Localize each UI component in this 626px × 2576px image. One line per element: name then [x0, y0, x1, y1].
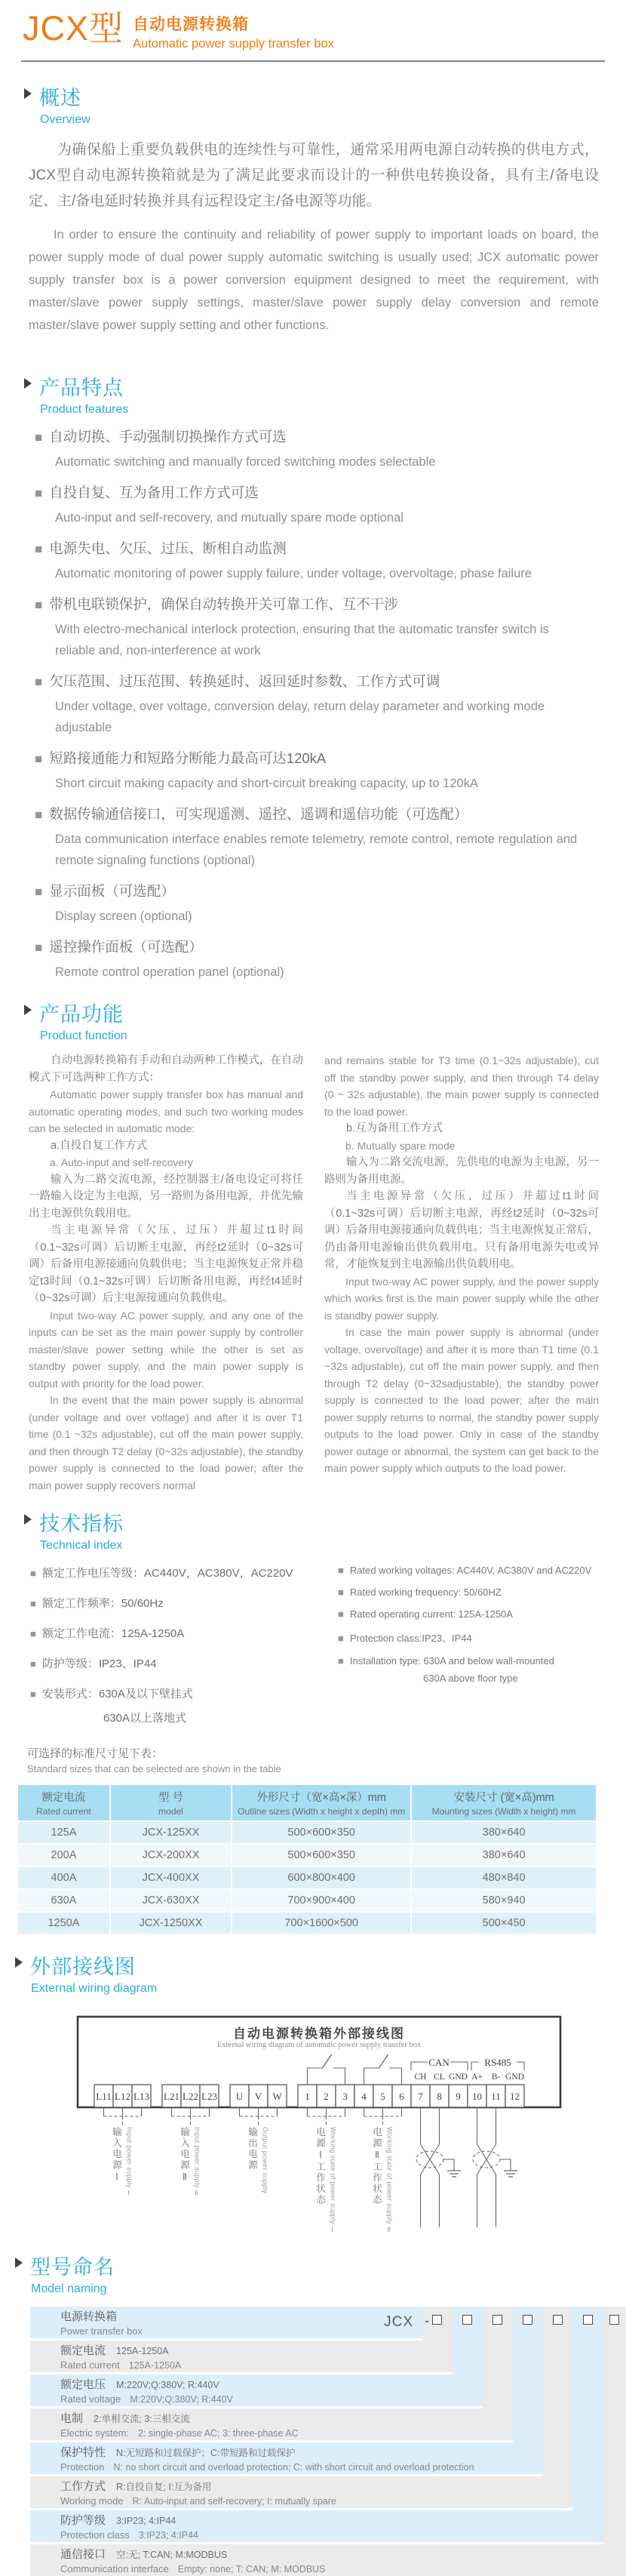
table-cell: 700×900×400	[232, 1889, 411, 1912]
features-heading	[24, 371, 603, 401]
wiring-group-label-cn: 电源Ⅰ工作状态	[315, 2127, 326, 2205]
svg-text:L13: L13	[133, 2091, 149, 2102]
table-cell: JCX-200XX	[110, 1844, 232, 1867]
triangle-bullet-icon	[24, 1514, 32, 1525]
naming-heading-en: Model naming	[31, 2282, 107, 2295]
square-bullet-icon: ■	[35, 940, 43, 955]
naming-code-box	[609, 2315, 619, 2325]
feature-text-en: Auto-input and self-recovery, and mutually spare mode optional	[55, 511, 404, 525]
feature-text-cn: 短路接通能力和短路分断能力最高可达120kA	[49, 750, 327, 766]
function-paragraph: In case the main power supply is abnormal (under voltage, overvoltage) and after it is more than T1 time (0.1 ~32s adjustable), cut off the main power supply, and then through T2 delay (0~32sadjustable), the standby power supply is connected to the load power; after the main power supply returns to normal, the standby power supply outputs to the load power. Only in case of the standby power outage or abnormal, the system can get back to the main power supply which outputs to the load power.	[324, 1326, 599, 1474]
feature-text-cn: 自投自复、互为备用工作方式可选	[49, 485, 259, 500]
feature-text-en: Remote control operation panel (optional)	[55, 965, 284, 979]
naming-label-cn: 额定电流	[60, 2344, 106, 2357]
naming-label-cn: 防护等级	[60, 2514, 106, 2527]
naming-desc-en: M:220V;Q:380V; R:440V	[130, 2394, 233, 2405]
svg-text:U: U	[235, 2091, 244, 2102]
column-header	[232, 1784, 411, 1821]
technical-columns	[30, 1565, 603, 1739]
square-bullet-icon: ■	[35, 675, 43, 689]
feature-text-cn: 遥控操作面板（可选配）	[49, 939, 203, 955]
svg-text:L22: L22	[183, 2091, 198, 2102]
naming-desc-en: N: no short circuit and overload protection; C: with short circuit and overload protection	[113, 2462, 474, 2473]
naming-step-strip	[513, 2307, 543, 2442]
technical-item-text: 额定工作电压等级：AC440V，AC380V，AC220V	[41, 1567, 293, 1580]
column-header-cn: 外形尺寸（宽×高×深）mm	[256, 1792, 386, 1804]
section-technical	[24, 1507, 603, 1935]
column-header	[110, 1784, 232, 1821]
function-paragraph: a.自投自复工作方式	[51, 1139, 148, 1152]
function-paragraph: 当主电源异常（欠压、过压）并超过t1时间（0.1~32s可调）后切断主电源，再经t2延时（0~32s可调）后备用电源接通向负载供电；当主电源恢复正常后，仍由备用电源输出供负载用电。只有备用电源失电或异常，才能恢复到主电源输出供负载用电。	[324, 1190, 599, 1270]
table-cell: 125A	[17, 1821, 110, 1844]
function-paragraph: a. Auto-input and self-recovery	[50, 1156, 193, 1168]
feature-text-en: Data communication interface enables remote telemetry, remote control, remote regulation and remote signaling functions (optional)	[55, 833, 578, 867]
technical-item-subtext: 630A above floor type	[423, 1673, 518, 1684]
feature-text-en: Display screen (optional)	[55, 909, 192, 923]
naming-row-line1	[60, 2376, 483, 2392]
square-bullet-icon: ■	[35, 885, 43, 899]
square-bullet-icon: ■	[35, 542, 43, 556]
naming-desc-en: Empty: none; T: CAN; M: MODBUS	[177, 2564, 326, 2574]
table-row	[17, 1889, 597, 1912]
table-cell: 500×450	[411, 1912, 597, 1934]
feature-text-cn: 带机电联锁保护，确保自动转换开关可靠工作、互不干涉	[49, 596, 398, 612]
table-cell: 580×940	[411, 1889, 597, 1912]
square-bullet-icon: ■	[30, 1598, 36, 1609]
naming-label-cn: 额定电压	[60, 2378, 106, 2391]
wiring-group-label-en: Output power supply	[261, 2127, 269, 2194]
naming-code-box	[493, 2315, 502, 2325]
naming-code-box	[553, 2315, 563, 2325]
technical-heading	[24, 1507, 603, 1537]
technical-item	[30, 1685, 338, 1701]
naming-row-line2	[60, 2461, 543, 2474]
square-bullet-icon: ■	[35, 598, 43, 612]
wiring-group-label	[178, 2127, 201, 2240]
naming-row-line2	[60, 2494, 573, 2508]
table-header-row	[17, 1784, 597, 1821]
naming-row	[30, 2510, 603, 2542]
table-cell: 380×640	[411, 1844, 597, 1867]
technical-item	[338, 1630, 603, 1645]
function-column-right	[324, 1052, 599, 1494]
naming-desc-en: R: Auto-input and self-recovery; I: mutually spare	[132, 2496, 336, 2507]
naming-label-en: Protection	[60, 2461, 105, 2473]
svg-text:RS485: RS485	[484, 2057, 511, 2068]
table-row	[17, 1821, 597, 1844]
table-cell: 630A	[17, 1889, 110, 1912]
feature-item-cn	[35, 482, 603, 502]
features-heading-cn: 产品特点	[39, 377, 124, 399]
feature-item-cn	[35, 426, 603, 446]
section-wiring	[15, 1950, 603, 2240]
feature-item-cn	[35, 937, 603, 956]
svg-text:10: 10	[472, 2091, 482, 2102]
wiring-heading-cn: 外部接线图	[30, 1956, 136, 1978]
feature-item-cn	[35, 538, 603, 558]
naming-dash: -	[425, 2313, 430, 2329]
wiring-diagram	[30, 2012, 626, 2240]
triangle-bullet-icon	[24, 378, 32, 389]
technical-heading-en: Technical index	[40, 1539, 123, 1552]
feature-text-en: With electro-mechanical interlock protection, ensuring that the automatic transfer switch is reliable and, non-interference at work	[55, 623, 549, 657]
naming-step-strip	[573, 2307, 603, 2510]
table-cell: 480×840	[411, 1867, 597, 1889]
svg-text:8: 8	[437, 2091, 442, 2102]
square-bullet-icon: ■	[338, 1655, 344, 1667]
wiring-diagram-title-en: External wiring diagram of automatic power supply transfer box	[216, 2041, 422, 2049]
column-header-en: Outline sizes (Width x height x depth) mm	[238, 1806, 406, 1817]
product-title-cn: 自动电源转换箱	[133, 16, 250, 33]
feature-text-en: Under voltage, over voltage, conversion delay, return delay parameter and working mode adjustable	[55, 700, 545, 734]
triangle-bullet-icon	[15, 1957, 23, 1968]
naming-label-en: Rated current	[60, 2359, 120, 2371]
technical-item	[30, 1595, 338, 1611]
naming-desc-cn: R:自投自复; I:互为备用	[116, 2482, 212, 2492]
technical-item-text: Installation type: 630A and below wall-mounted	[349, 1655, 554, 1667]
feature-text-cn: 显示面板（可选配）	[49, 883, 175, 899]
sizes-note-en: Standard sizes that can be selected are shown in the table	[27, 1763, 281, 1774]
svg-text:GND: GND	[449, 2073, 468, 2082]
model-naming-diagram	[30, 2307, 626, 2576]
square-bullet-icon: ■	[338, 1633, 344, 1644]
naming-row	[30, 2307, 422, 2338]
naming-desc-en: 125A-1250A	[128, 2360, 182, 2371]
section-overview	[24, 82, 603, 337]
feature-text-en: Automatic switching and manually forced switching modes selectable	[55, 455, 436, 469]
square-bullet-icon: ■	[30, 1628, 36, 1639]
naming-row	[30, 2374, 483, 2406]
technical-item-text: Protection class:IP23、IP44	[349, 1633, 472, 1644]
technical-item-text: Rated operating current: 125A-1250A	[349, 1608, 513, 1620]
technical-item-text: 额定工作电流：125A-1250A	[41, 1627, 185, 1640]
svg-text:L12: L12	[115, 2091, 130, 2102]
sizes-note-cn: 可选择的标准尺寸见下表：	[27, 1747, 164, 1760]
square-bullet-icon: ■	[35, 430, 43, 445]
naming-desc-cn: 2:单相交流; 3:三相交流	[94, 2414, 190, 2424]
square-bullet-icon: ■	[35, 752, 43, 766]
table-cell: JCX-630XX	[110, 1889, 232, 1912]
feature-text-cn: 电源失电、欠压、过压、断相自动监测	[49, 540, 287, 556]
technical-heading-cn: 技术指标	[39, 1513, 124, 1535]
square-bullet-icon: ■	[30, 1658, 36, 1670]
table-row	[17, 1867, 597, 1889]
svg-text:CH: CH	[414, 2073, 427, 2082]
technical-item	[338, 1587, 603, 1598]
svg-text:6: 6	[399, 2091, 404, 2102]
naming-desc-cn: M:220V;Q:380V; R:440V	[116, 2380, 219, 2390]
naming-label-cn: 通信接口	[60, 2548, 106, 2561]
naming-row-line1	[60, 2308, 422, 2324]
svg-text:2: 2	[324, 2091, 329, 2102]
features-heading-en: Product features	[40, 403, 129, 416]
naming-code-box	[583, 2315, 593, 2325]
table-cell: 400A	[17, 1867, 110, 1889]
function-column-left	[29, 1052, 303, 1494]
function-heading-en: Product function	[40, 1029, 127, 1042]
table-cell: 600×800×400	[232, 1867, 411, 1889]
svg-text:5: 5	[380, 2091, 385, 2102]
naming-row-line2	[60, 2562, 626, 2576]
naming-row-line1	[60, 2512, 603, 2528]
svg-text:CL: CL	[434, 2073, 445, 2082]
table-cell: 200A	[17, 1844, 110, 1867]
square-bullet-icon: ■	[35, 486, 43, 500]
wiring-group-label-en: Working state of power supply Ⅰ	[329, 2127, 337, 2235]
naming-label-en: Power transfer box	[60, 2325, 143, 2337]
function-heading	[24, 998, 603, 1027]
feature-item-cn	[35, 748, 603, 768]
wiring-group-label-en: Input power supply Ⅱ	[193, 2127, 201, 2199]
function-columns	[29, 1052, 599, 1494]
svg-text:A+: A+	[471, 2073, 483, 2082]
svg-text:L21: L21	[164, 2091, 180, 2102]
overview-heading-en: Overview	[40, 113, 91, 126]
column-header-cn: 安装尺寸 (宽×高)mm	[453, 1792, 554, 1804]
naming-row-line1	[60, 2410, 513, 2426]
svg-text:GND: GND	[505, 2073, 524, 2082]
naming-label-en: Working mode	[60, 2495, 124, 2507]
naming-row-line2	[60, 2359, 453, 2372]
function-paragraph: b. Mutually spare mode	[345, 1139, 456, 1152]
column-header	[17, 1784, 110, 1821]
naming-label-cn: 工作方式	[60, 2480, 106, 2493]
function-paragraph: Automatic power supply transfer box has manual and automatic operating modes, and such two working modes can be selected in automatic mode:	[29, 1088, 303, 1134]
overview-paragraph-en: In order to ensure the continuity and reliability of power supply to important loads on board, the power supply mode of dual power supply automatic switching is usually used; JCX automatic power supply transfer box is a power conversion equipment designed to meet the requirement, with master/slave power supply settings, master/slave power supply delay conversion and remote master/slave power supply setting and other functions.	[29, 228, 599, 332]
technical-item	[338, 1655, 603, 1667]
triangle-bullet-icon	[24, 1005, 32, 1015]
svg-text:9: 9	[456, 2091, 461, 2102]
technical-column-en	[338, 1565, 603, 1739]
svg-text:L23: L23	[201, 2091, 217, 2102]
feature-text-en: Automatic monitoring of power supply failure, under voltage, overvoltage, phase failure	[55, 567, 532, 580]
triangle-bullet-icon	[15, 2257, 23, 2268]
table-cell: JCX-1250XX	[110, 1912, 232, 1934]
naming-heading-cn: 型号命名	[30, 2256, 115, 2279]
svg-text:4: 4	[361, 2091, 367, 2102]
overview-heading-cn: 概述	[39, 87, 81, 109]
naming-desc-en: 2: single-phase AC; 3: three-phase AC	[138, 2428, 299, 2439]
wiring-group-label	[246, 2127, 269, 2240]
naming-row	[30, 2544, 626, 2576]
technical-item-subtext: 630A以上落地式	[103, 1712, 187, 1725]
feature-item-cn	[35, 594, 603, 614]
feature-text-en: Short circuit making capacity and short-circuit breaking capacity, up to 120kA	[55, 777, 478, 790]
naming-row-line1	[60, 2478, 573, 2494]
naming-heading	[15, 2251, 603, 2280]
page-header	[0, 0, 626, 51]
naming-desc-cn: 3:IP23; 4:IP44	[116, 2516, 176, 2526]
wiring-group-label	[110, 2127, 133, 2240]
wiring-group-label-cn: 电源Ⅱ工作状态	[371, 2127, 382, 2205]
feature-text-cn: 欠压范围、过压范围、转换延时、返回延时参数、工作方式可调	[49, 673, 440, 689]
sizes-table-head	[17, 1784, 597, 1821]
features-list	[35, 426, 603, 983]
technical-item	[338, 1565, 603, 1576]
column-header	[411, 1784, 597, 1821]
function-paragraph: 输入为二路交流电源，经控制器主/备电设定可将任一路输入设定为主电源，另一路则为备用电源，并优先输出主电源供负载用电。	[29, 1173, 303, 1220]
triangle-bullet-icon	[24, 88, 32, 99]
svg-text:7: 7	[418, 2091, 423, 2102]
technical-item-text: 额定工作频率：50/60Hz	[41, 1597, 164, 1610]
function-paragraph: 当主电源异常（欠压、过压）并超过t1时间（0.1~32s可调）后切断主电源，再经t2延时（0~32s可调）后备用电源接通向负载供电；当主电源恢复正常并稳定t3时间（0.1~32s可调）后切断备用电源，再经t4延时（0~32s可调）后主电源接通向负载供电。	[29, 1224, 303, 1304]
wiring-heading-en: External wiring diagram	[31, 1982, 158, 1995]
svg-text:CAN: CAN	[428, 2057, 450, 2068]
technical-item-text: 防护等级：IP23、IP44	[41, 1657, 157, 1670]
naming-row-line2	[60, 2528, 603, 2542]
function-paragraph: b.互为备用工作方式	[346, 1122, 443, 1134]
technical-item-text: 安装形式：630A及以下壁挂式	[41, 1688, 193, 1700]
table-row	[17, 1844, 597, 1867]
header-divider	[21, 60, 605, 62]
feature-item-cn	[35, 804, 603, 823]
table-cell: JCX-125XX	[110, 1821, 232, 1844]
naming-row	[30, 2408, 513, 2440]
wiring-group-label-en: Working state of power supply Ⅱ	[385, 2127, 394, 2235]
naming-label-en: Communication interface	[60, 2563, 169, 2574]
naming-row-line1	[60, 2342, 453, 2358]
square-bullet-icon: ■	[30, 1688, 36, 1700]
square-bullet-icon: ■	[35, 808, 43, 822]
naming-row-line1	[60, 2444, 543, 2460]
technical-item	[30, 1625, 338, 1641]
technical-item-text: Rated working frequency: 50/60HZ	[349, 1587, 502, 1598]
naming-step-strip	[543, 2307, 573, 2476]
naming-desc-cn: 空:无; T:CAN; M:MODBUS	[116, 2550, 228, 2560]
overview-heading	[24, 82, 603, 111]
function-paragraph: Input two-way AC power supply, and any one of the inputs can be set as the main power supply by controller master/slave power setting while the other is set as standby power supply, and the main power supply is output with priority for the load power.	[29, 1309, 303, 1390]
svg-text:12: 12	[510, 2091, 520, 2102]
square-bullet-icon: ■	[30, 1568, 36, 1579]
technical-item	[30, 1565, 338, 1580]
svg-text:W: W	[272, 2091, 282, 2102]
naming-desc-cn: N:无短路和过载保护；C:带短路和过载保护	[116, 2448, 296, 2458]
feature-text-cn: 自动切换、手动强制切换操作方式可选	[49, 429, 287, 445]
column-header-cn: 额定电流	[41, 1792, 86, 1804]
function-paragraph: 自动电源转换箱有手动和自动两种工作模式，在自动模式下可选两种工作方式：	[29, 1054, 303, 1084]
naming-row-line1	[60, 2546, 626, 2562]
naming-row-line2	[60, 2427, 513, 2440]
naming-row	[30, 2341, 453, 2372]
column-header-en: Mounting sizes (Width x height) mm	[431, 1806, 576, 1817]
sizes-table	[17, 1784, 597, 1935]
naming-code-box	[523, 2315, 532, 2325]
table-cell: 1250A	[17, 1912, 110, 1934]
svg-text:3: 3	[342, 2091, 348, 2102]
feature-item-cn	[35, 671, 603, 691]
wiring-group-label	[314, 2127, 337, 2240]
overview-paragraph-cn: 为确保船上重要负载供电的连续性与可靠性，通常采用两电源自动转换的供电方式，JCX型自动电源转换箱就是为了满足此要求而设计的一种供电转换设备，具有主/备电设定、主/备电延时转换并具有远程设定主/备电源等功能。	[29, 142, 599, 209]
naming-label-en: Protection class	[60, 2529, 130, 2541]
wiring-group-label-cn: 输入电源Ⅱ	[179, 2127, 190, 2184]
function-paragraph: and remains stable for T3 time (0.1~32s adjustable), cut off the standby power supply, and then through T4 delay (0 ~ 32s adjustable), the main power supply is connected to the load power.	[324, 1054, 599, 1118]
function-paragraph: Input two-way AC power supply, and the power supply which works first is the main power supply while the other is standby power supply.	[324, 1275, 599, 1322]
wiring-group-label-cn: 输出电源	[247, 2127, 258, 2171]
naming-desc-cn: 125A-1250A	[116, 2346, 169, 2356]
square-bullet-icon: ■	[338, 1608, 344, 1620]
svg-text:B-: B-	[491, 2073, 501, 2082]
technical-column-cn	[30, 1565, 338, 1739]
feature-item-cn	[35, 881, 603, 900]
wiring-heading	[15, 1950, 603, 1980]
table-cell: JCX-400XX	[110, 1867, 232, 1889]
wiring-diagram-title-cn: 自动电源转换箱外部接线图	[233, 2027, 405, 2041]
table-cell: 700×1600×500	[232, 1912, 411, 1934]
naming-model-prefix: JCX	[384, 2314, 413, 2330]
naming-label-cn: 电制	[60, 2412, 84, 2425]
svg-text:L11: L11	[96, 2091, 112, 2102]
svg-text:V: V	[254, 2091, 262, 2102]
function-paragraph: In the event that the main power supply is abnormal (under voltage and over voltage) and after it is over T1 time (0.1 ~32s adjustable), cut off the main power supply, and then through T2 delay (0~32s adjustable), the standby power supply is connected to the load power; after the main power supply recovers normal	[29, 1394, 303, 1491]
technical-item	[30, 1655, 338, 1671]
section-naming	[15, 2251, 603, 2576]
naming-row-line2	[60, 2393, 483, 2406]
column-header-cn: 型 号	[158, 1792, 184, 1804]
column-header-en: Rated current	[36, 1806, 91, 1817]
table-row	[17, 1912, 597, 1934]
sizes-table-body	[17, 1821, 597, 1934]
table-cell: 380×640	[411, 1821, 597, 1844]
product-model: JCX型	[23, 9, 124, 48]
function-paragraph: 输入为二路交流电源，先供电的电源为主电源，另一路则为备用电源。	[324, 1156, 599, 1186]
naming-step-strip	[603, 2307, 626, 2544]
naming-label-cn: 保护特性	[60, 2446, 106, 2459]
table-cell: 500×600×350	[232, 1844, 411, 1867]
naming-label-cn: 电源转换箱	[60, 2310, 118, 2323]
section-function	[24, 998, 603, 1494]
square-bullet-icon: ■	[338, 1565, 344, 1576]
function-heading-cn: 产品功能	[39, 1003, 124, 1026]
naming-code-box	[432, 2315, 442, 2325]
technical-item-text: Rated working voltages: AC440V, AC380V and AC220V	[349, 1565, 592, 1576]
table-cell: 500×600×350	[232, 1821, 411, 1844]
svg-text:1: 1	[305, 2091, 310, 2102]
column-header-en: model	[158, 1806, 183, 1817]
feature-text-cn: 数据传输通信接口，可实现遥测、遥控、遥调和遥信功能（可选配）	[49, 806, 468, 822]
square-bullet-icon: ■	[338, 1587, 344, 1598]
naming-row	[30, 2476, 573, 2508]
naming-label-en: Electric system:	[60, 2427, 130, 2439]
svg-text:11: 11	[491, 2091, 501, 2102]
naming-row	[30, 2442, 543, 2474]
product-title-block	[133, 12, 334, 51]
naming-row-line2	[60, 2325, 422, 2338]
wiring-group-label	[370, 2127, 394, 2240]
naming-desc-en: 3:IP23; 4:IP44	[138, 2530, 198, 2541]
technical-item	[338, 1608, 603, 1620]
wiring-group-label-cn: 输入电源Ⅰ	[111, 2127, 122, 2184]
wiring-group-label-en: Input power supply Ⅰ	[125, 2127, 133, 2199]
product-title-en: Automatic power supply transfer box	[133, 37, 334, 51]
naming-label-en: Rated voltage	[60, 2393, 121, 2405]
section-features	[24, 371, 603, 983]
naming-code-box	[462, 2315, 472, 2325]
